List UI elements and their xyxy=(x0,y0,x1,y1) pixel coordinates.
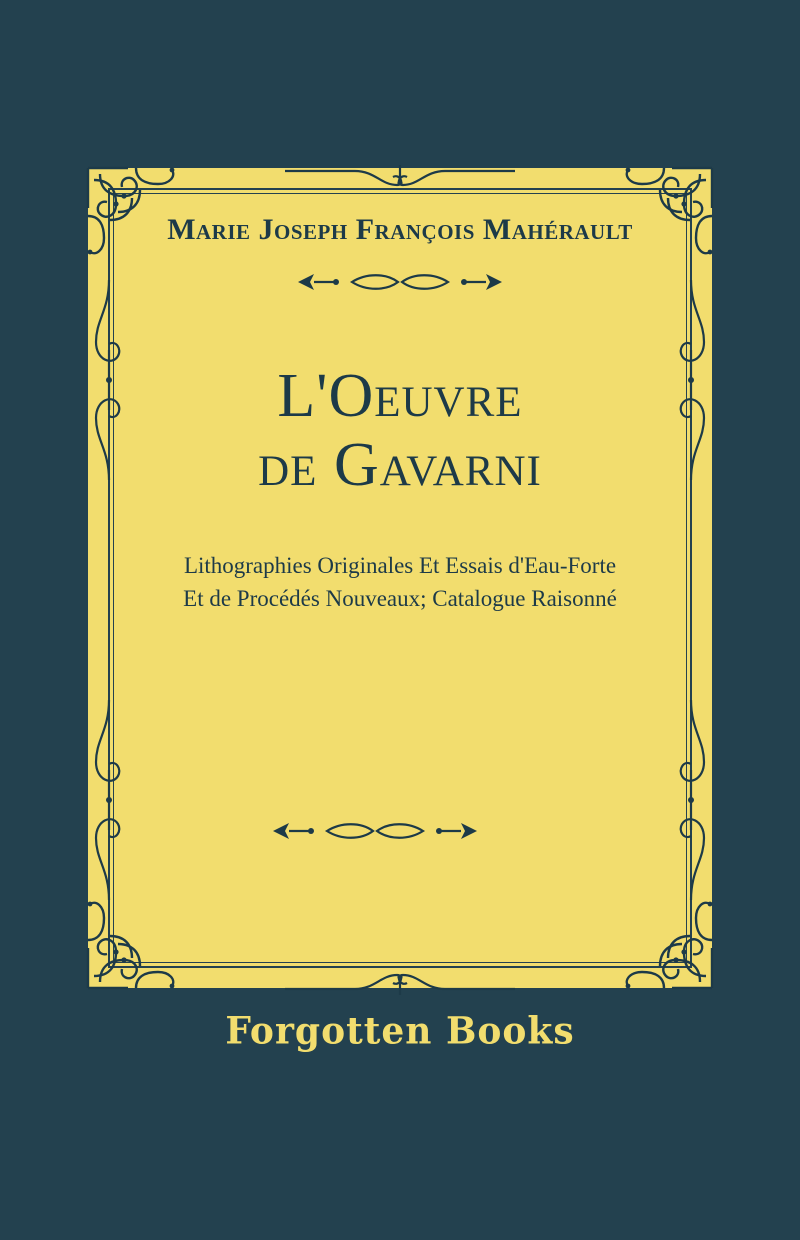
subtitle-line-1: Lithographies Originales Et Essais d'Eau-Forte xyxy=(183,552,617,578)
page-title xyxy=(130,362,670,501)
title-line-1: L'Oeuvre xyxy=(277,362,523,430)
subtitle-line-2: Et de Procédés Nouveaux; Catalogue Raisonné xyxy=(183,586,617,612)
author-name: Marie Joseph François Mahérault xyxy=(167,213,633,246)
side-ornament-left-lower xyxy=(86,700,132,900)
subtitle xyxy=(130,549,670,616)
publisher-logo xyxy=(0,1010,800,1052)
side-ornament-left-upper xyxy=(86,280,132,480)
side-ornament-right-upper xyxy=(668,280,714,480)
cover-content xyxy=(130,195,670,616)
divider-ornament-bottom xyxy=(265,818,485,844)
edge-ornament-bottom xyxy=(285,957,515,997)
publisher-name: Forgotten Books xyxy=(225,1008,575,1054)
side-ornament-right-lower xyxy=(668,700,714,900)
divider-ornament-top xyxy=(290,269,510,295)
title-line-2: de Gavarni xyxy=(258,431,542,500)
